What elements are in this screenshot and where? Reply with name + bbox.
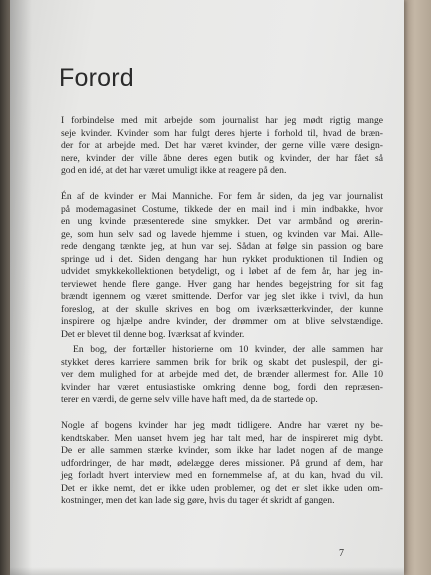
text-line: kostninger, men det kan lade sig gøre, hvis du tager ét skridt af gangen.: [61, 495, 335, 506]
text-line: De er alle sammen stærke kvinder, som ikke har ladet nogen af de mange: [61, 445, 383, 456]
text-line: springe ud i det. Siden dengang har hun rykket produktionen til Indien og: [61, 253, 383, 265]
text-line: I forbindelse med mit arbejde som journalist har jeg mødt rigtig mange: [61, 115, 383, 126]
text-line: terer en værdi, de gerne selv ville have haft med, da de startede op.: [61, 394, 318, 405]
text-line: en ung kvinde præsenterede sine smykker. Det var armbånd og ørerin-: [61, 216, 383, 227]
table-surface-right: [404, 0, 431, 575]
text-line: rede dengang tænkte jeg, at hun var sej. Sådan at følge sin passion og bare: [61, 241, 383, 252]
text-line: inspirere og hjælpe andre kvinder, der drømmer om at blive selvstændige.: [61, 316, 383, 327]
text-line: Én af de kvinder er Mai Manniche. For fem år siden, da jeg var journalist: [61, 191, 383, 202]
text-line: ver dem mulighed for at arbejde med det, de brænder allermest for. Alle 10: [61, 369, 383, 380]
text-line: seje kvinder. Kvinder som har fulgt deres hjerte i forhold til, hvad de bræn-: [61, 127, 383, 139]
paragraph-3: [61, 344, 383, 407]
paragraph-2: [61, 191, 383, 341]
text-line: terviewet hende flere gange. Hver gang har hendes begejstring for sit fag: [61, 278, 383, 290]
text-line: stykket deres karriere sammen brik for brik og skabt det puslespil, der gi-: [61, 356, 383, 368]
text-line: på modemagasinet Costume, tikkede der en mail ind i min indbakke, hvor: [61, 203, 383, 215]
page-number: 7: [339, 548, 344, 559]
paragraph-4: [61, 420, 383, 508]
page-title: Forord: [59, 64, 134, 92]
text-line: foreslog, at der skulle skrives en bog om iværksætterkvinder, der kunne: [61, 303, 383, 315]
text-line: Nogle af bogens kvinder har jeg mødt tidligere. Andre har været ny be-: [61, 420, 383, 431]
text-line: udvidet smykkekollektionen betydeligt, og i løbet af de fem år, har jeg in-: [61, 266, 383, 277]
text-line: Det er blevet til denne bog. Iværksat af kvinder.: [61, 328, 245, 340]
text-line: jeg forladt hvert interview med en fornemmelse af, at du kan, hvad du vil.: [61, 470, 383, 481]
book-page: [10, 0, 404, 575]
text-line: brændt igennem og været smittende. Derfor var jeg slet ikke i tvivl, da hun: [61, 291, 383, 302]
text-line: Det er ikke nemt, det er ikke uden problemer, og det er slet ikke uden om-: [61, 482, 383, 494]
page-gutter-shadow: [10, 0, 32, 575]
text-line: der for at arbejde med. Det har været kvinder, der gerne ville være design-: [61, 140, 383, 151]
text-line: nere, kvinder der ville åbne deres egen butik og kvinder, der har fået så: [61, 152, 383, 164]
table-surface-left: [0, 0, 10, 575]
text-line: god en idé, at det har været umuligt ikke at reagere på den.: [61, 165, 287, 176]
text-line: kvinder har været entusiastiske omkring denne bog, fordi den repræsen-: [61, 381, 383, 393]
text-line: udfordringer, de har mødt, ødelægge deres missioner. På grund af dem, har: [61, 457, 383, 469]
text-line: kendtskaber. Men uanset hvem jeg har talt med, har de inspireret mig dybt.: [61, 432, 383, 444]
paragraph-1: [61, 115, 383, 178]
text-line: En bog, der fortæller historierne om 10 kvinder, der alle sammen har: [73, 344, 383, 355]
page-bottom-shadow: [10, 567, 404, 575]
text-line: ge, som hun selv sad og lavede hjemme i stuen, og kvinden var Mai. Alle-: [61, 228, 383, 240]
